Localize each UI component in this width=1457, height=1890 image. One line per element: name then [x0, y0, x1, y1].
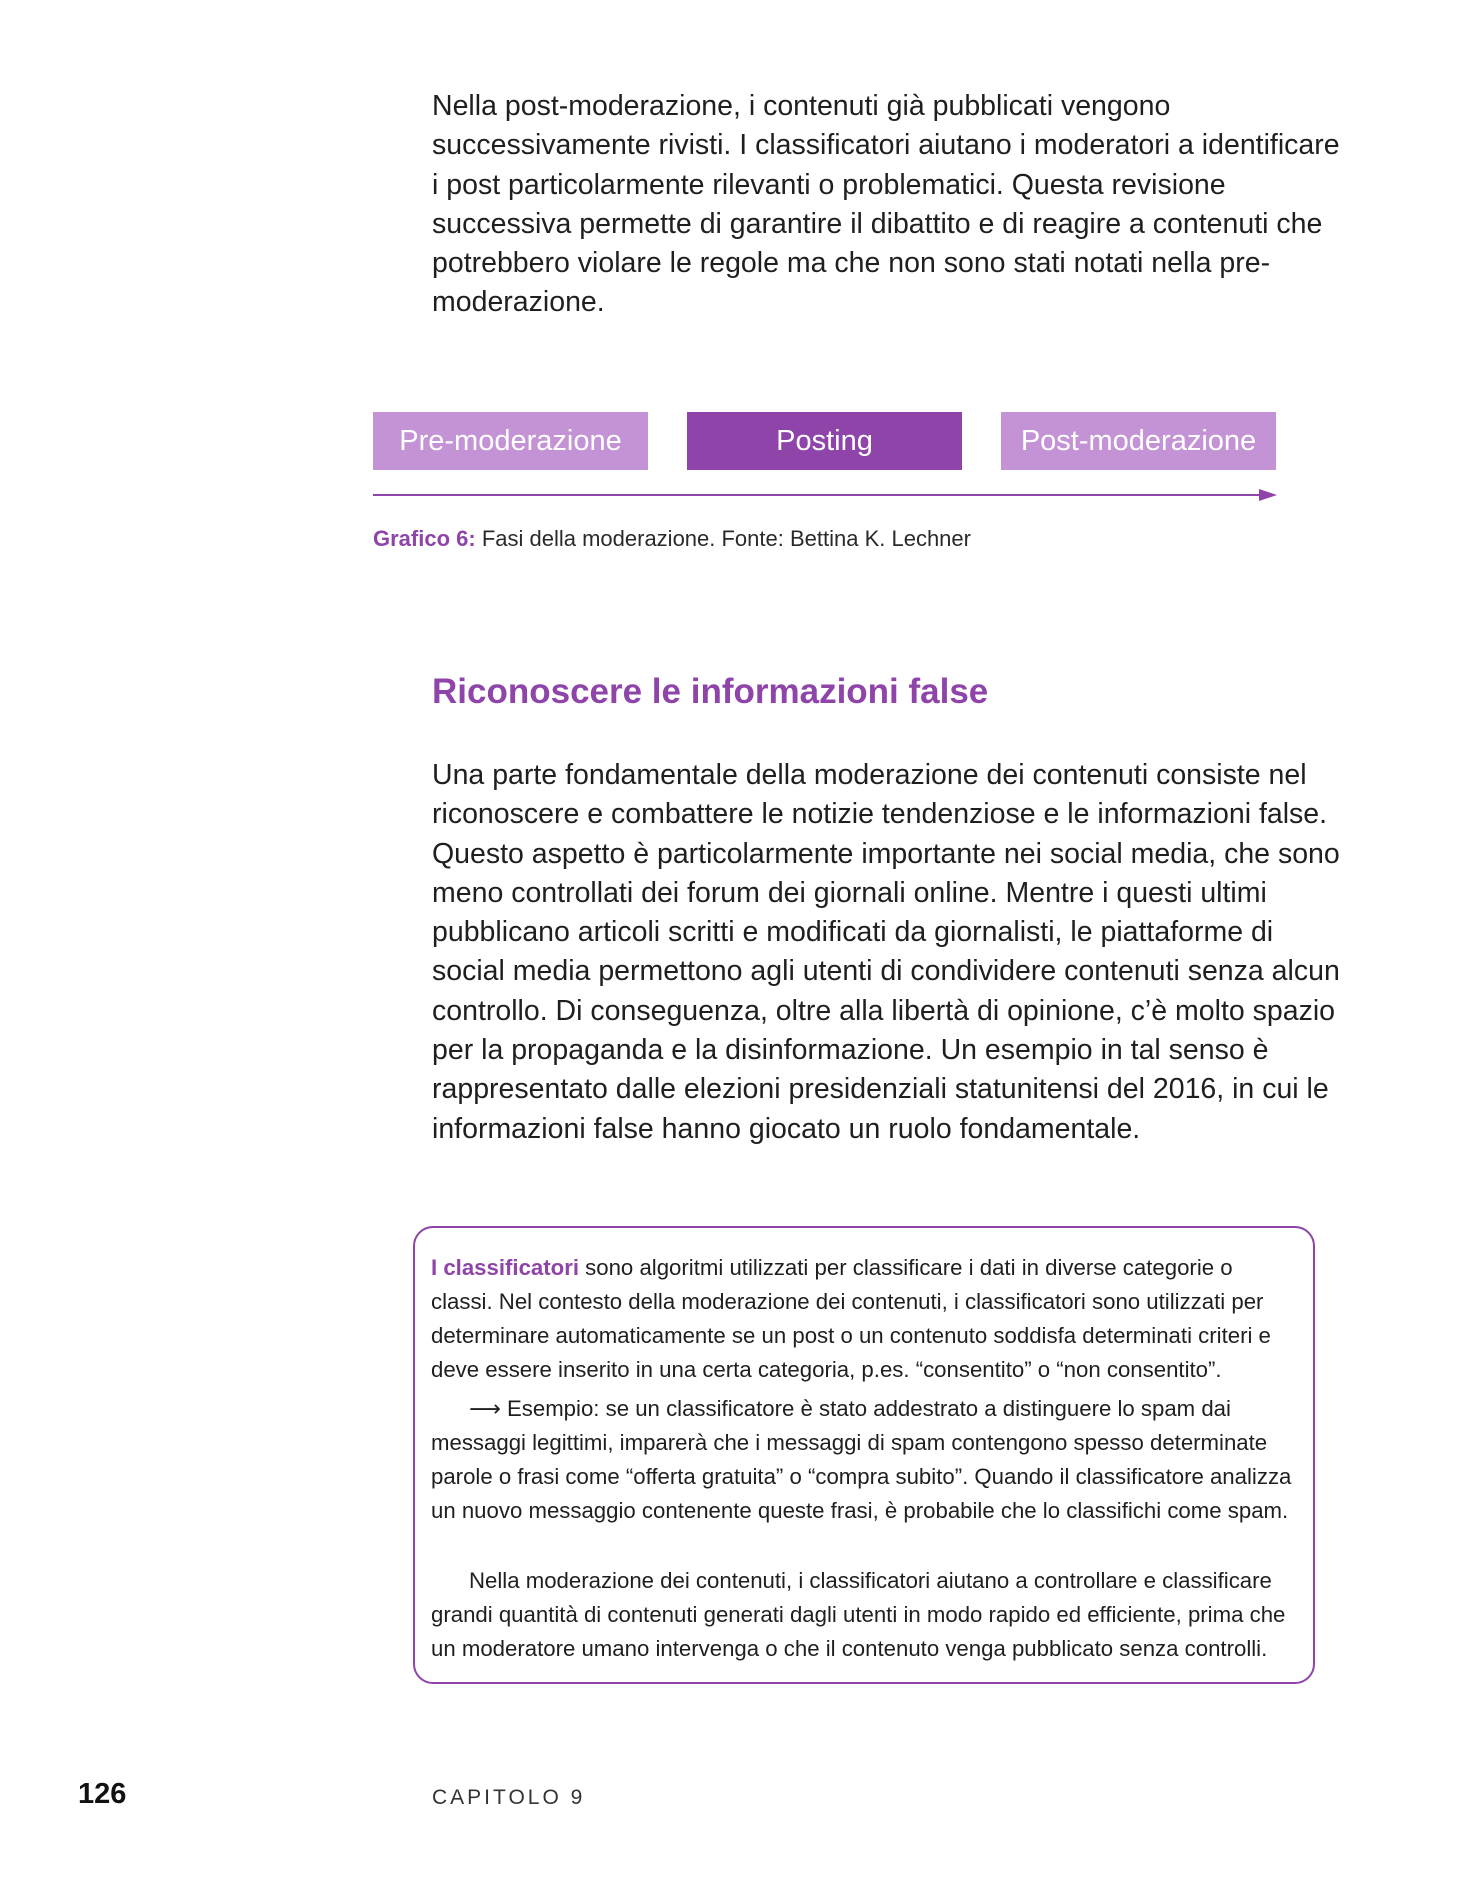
- phase-posting: Posting: [687, 412, 962, 470]
- example-text: ⟶ Esempio: se un classificatore è stato addestrato a distinguere lo spam dai messaggi legittimi, imparerà che i messaggi di spam contengono spesso determinate parole o frasi come “offerta gratuita” o “compra subito”. Quando il classificatore analizza un nuovo messaggio contenente queste frasi, è probabile che lo classifichi come spam.: [431, 1396, 1292, 1523]
- definition-paragraph: [431, 1251, 1299, 1387]
- section-heading: Riconoscere le informazioni false: [432, 672, 989, 711]
- definition-text: sono algoritmi utilizzati per classificare i dati in diverse categorie o classi. Nel contesto della moderazione dei contenuti, i classificatori sono utilizzati per determinare automaticamente se un post o un contenuto soddisfa determinati criteri e deve essere inserito in una certa categoria, p.es. “consentito” o “non consentito”.: [431, 1255, 1271, 1382]
- timeline-arrow: [373, 487, 1279, 503]
- phase-post-moderation: Post-moderazione: [1001, 412, 1276, 470]
- closing-paragraph: [431, 1564, 1299, 1666]
- caption-label: Grafico 6:: [373, 526, 476, 551]
- section-paragraph: Una parte fondamentale della moderazione dei contenuti consiste nel riconoscere e combattere le notizie tendenziose e le informazioni false. Questo aspetto è particolarmente importante nei social media, che sono meno controllati dei forum dei giornali online. Mentre i questi ultimi pubblicano articoli scritti e modificati da giornalisti, le piattaforme di social media permettono agli utenti di condividere contenuti senza alcun controllo. Di conseguenza, oltre alla libertà di opinione, c’è molto spazio per la propaganda e la disinformazione. Un esempio in tal senso è rappresentato dalle elezioni presidenziali statunitensi del 2016, in cui le informazioni false hanno giocato un ruolo fondamentale.: [432, 759, 1340, 1145]
- intro-paragraph: Nella post-moderazione, i contenuti già pubblicati vengono successivamente rivisti. I classificatori aiutano i moderatori a identificare i post particolarmente rilevanti o problematici. Questa revisione successiva permette di garantire il dibattito e di reagire a contenuti che potrebbero violare le regole ma che non sono stati notati nella pre-moderazione.: [432, 90, 1340, 319]
- closing-text: Nella moderazione dei contenuti, i classificatori aiutano a controllare e classificare grandi quantità di contenuti generati dagli utenti in modo rapido ed efficiente, prima che un moderatore umano intervenga o che il contenuto venga pubblicato senza controlli.: [431, 1568, 1286, 1661]
- definition-term: I classificatori: [431, 1255, 579, 1280]
- phase-pre-moderation: Pre-moderazione: [373, 412, 648, 470]
- page-number: 126: [78, 1778, 127, 1810]
- example-paragraph: [431, 1392, 1299, 1528]
- caption-text: Fasi della moderazione. Fonte: Bettina K. Lechner: [475, 526, 971, 551]
- definition-box: [413, 1226, 1315, 1684]
- figure-caption: [373, 526, 971, 552]
- chapter-label: CAPITOLO 9: [432, 1786, 586, 1809]
